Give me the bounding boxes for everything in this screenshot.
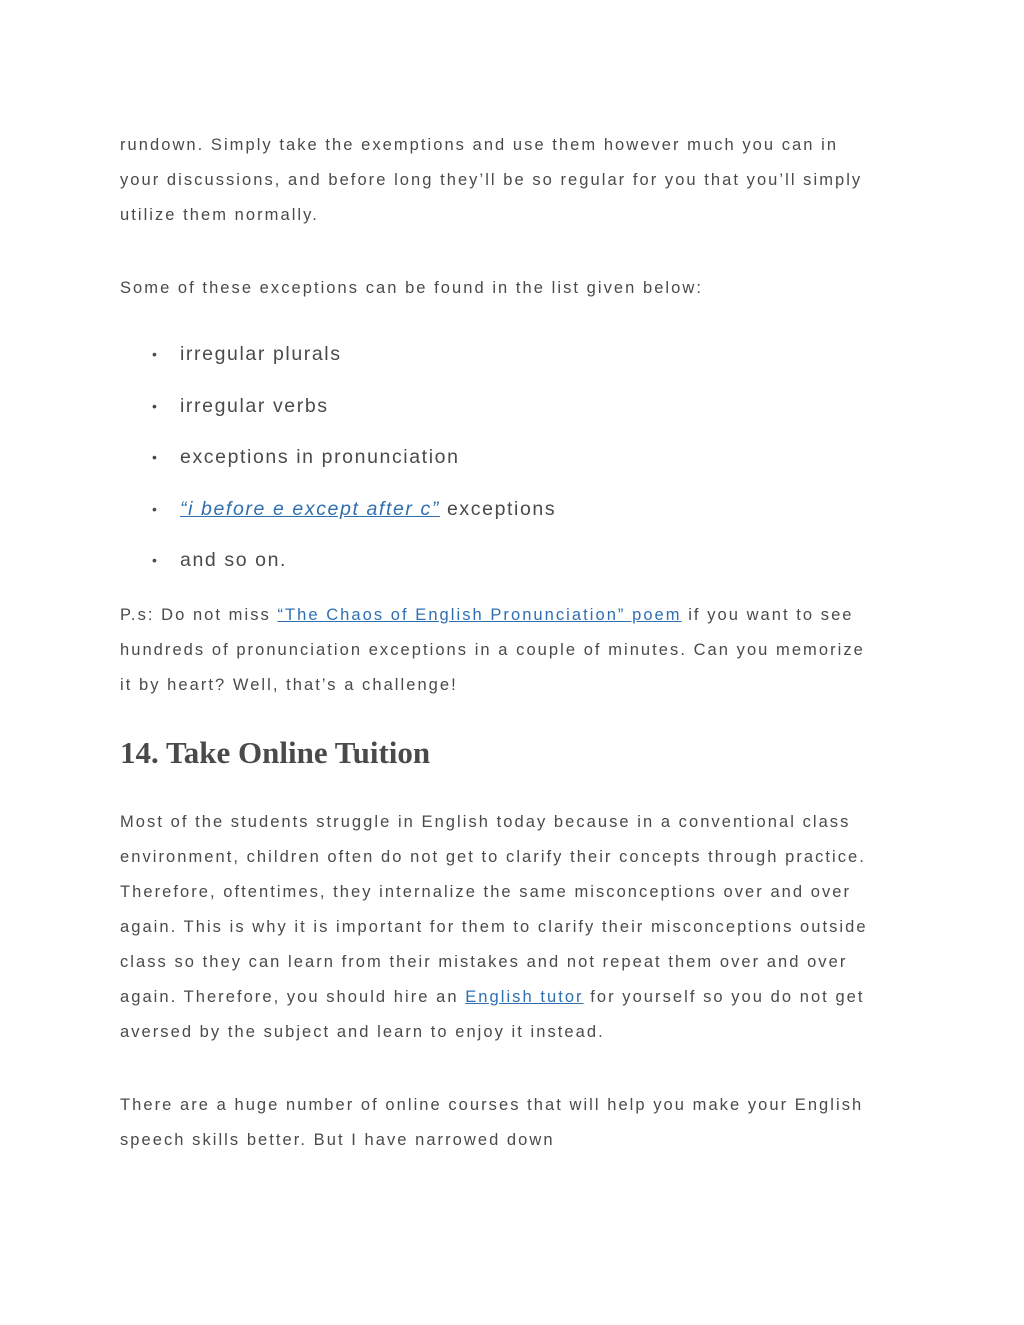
- bullet-icon: •: [152, 397, 157, 414]
- bullet-icon: •: [152, 500, 157, 517]
- list-item-text: and so on.: [180, 549, 288, 571]
- english-tutor-link[interactable]: English tutor: [465, 987, 584, 1006]
- section-heading: 14. Take Online Tuition: [120, 734, 431, 770]
- chaos-poem-link[interactable]: “The Chaos of English Pronunciation” poem: [277, 605, 682, 624]
- list-item-text: exceptions in pronunciation: [180, 446, 460, 468]
- intro-line: utilize them normally.: [120, 206, 319, 224]
- list-item-text: irregular verbs: [180, 394, 329, 417]
- ps-suffix: if you want to see: [681, 605, 854, 624]
- list-item: [120, 548, 910, 572]
- body-line: environment, children often do not get to clarify their concepts through practice.: [120, 847, 866, 866]
- body-line: again. This is why it is important for them to clarify their misconceptions outside: [120, 917, 868, 936]
- list-intro: Some of these exceptions can be found in the list given below:: [120, 279, 703, 297]
- ps-prefix: P.s: Do not miss: [120, 605, 278, 624]
- list-item: [120, 445, 910, 469]
- bullet-icon: •: [152, 346, 157, 362]
- list-item: [120, 497, 910, 521]
- bullet-icon: •: [152, 552, 157, 568]
- intro-line: rundown. Simply take the exemptions and use them however much you can in: [120, 136, 839, 154]
- intro-line: your discussions, and before long they’ll be so regular for you that you’ll simply: [120, 171, 863, 189]
- list-item-text: exceptions: [439, 497, 557, 520]
- ps-line: it by heart? Well, that’s a challenge!: [120, 675, 458, 694]
- body-line: speech skills better. But I have narrowed down: [120, 1130, 555, 1149]
- list-item: [120, 342, 910, 366]
- ps-line: [120, 598, 910, 633]
- body-line: Most of the students struggle in English today because in a conventional class: [120, 812, 851, 831]
- body-prefix: again. Therefore, you should hire an: [120, 987, 466, 1006]
- list-item: [120, 394, 910, 418]
- intro-paragraph: [120, 128, 910, 233]
- ps-paragraph: [120, 598, 910, 703]
- body-line: There are a huge number of online courses that will help you make your English: [120, 1095, 864, 1114]
- body-line: class so they can learn from their mistakes and not repeat them over and over: [120, 952, 848, 971]
- tuition-paragraph: [120, 805, 910, 1050]
- body-suffix: for yourself so you do not get: [583, 987, 865, 1006]
- body-line: Therefore, oftentimes, they internalize the same misconceptions over and over: [120, 882, 852, 901]
- document-page: [120, 128, 910, 1158]
- body-line: [120, 980, 910, 1015]
- list-item-text: irregular plurals: [180, 343, 342, 365]
- bullet-icon: •: [152, 449, 157, 465]
- courses-paragraph: [120, 1088, 910, 1158]
- i-before-e-link[interactable]: “i before e except after c”: [180, 497, 440, 520]
- ps-line: hundreds of pronunciation exceptions in a couple of minutes. Can you memorize: [120, 640, 865, 659]
- body-line: aversed by the subject and learn to enjoy it instead.: [120, 1022, 605, 1041]
- exceptions-list: [120, 342, 910, 572]
